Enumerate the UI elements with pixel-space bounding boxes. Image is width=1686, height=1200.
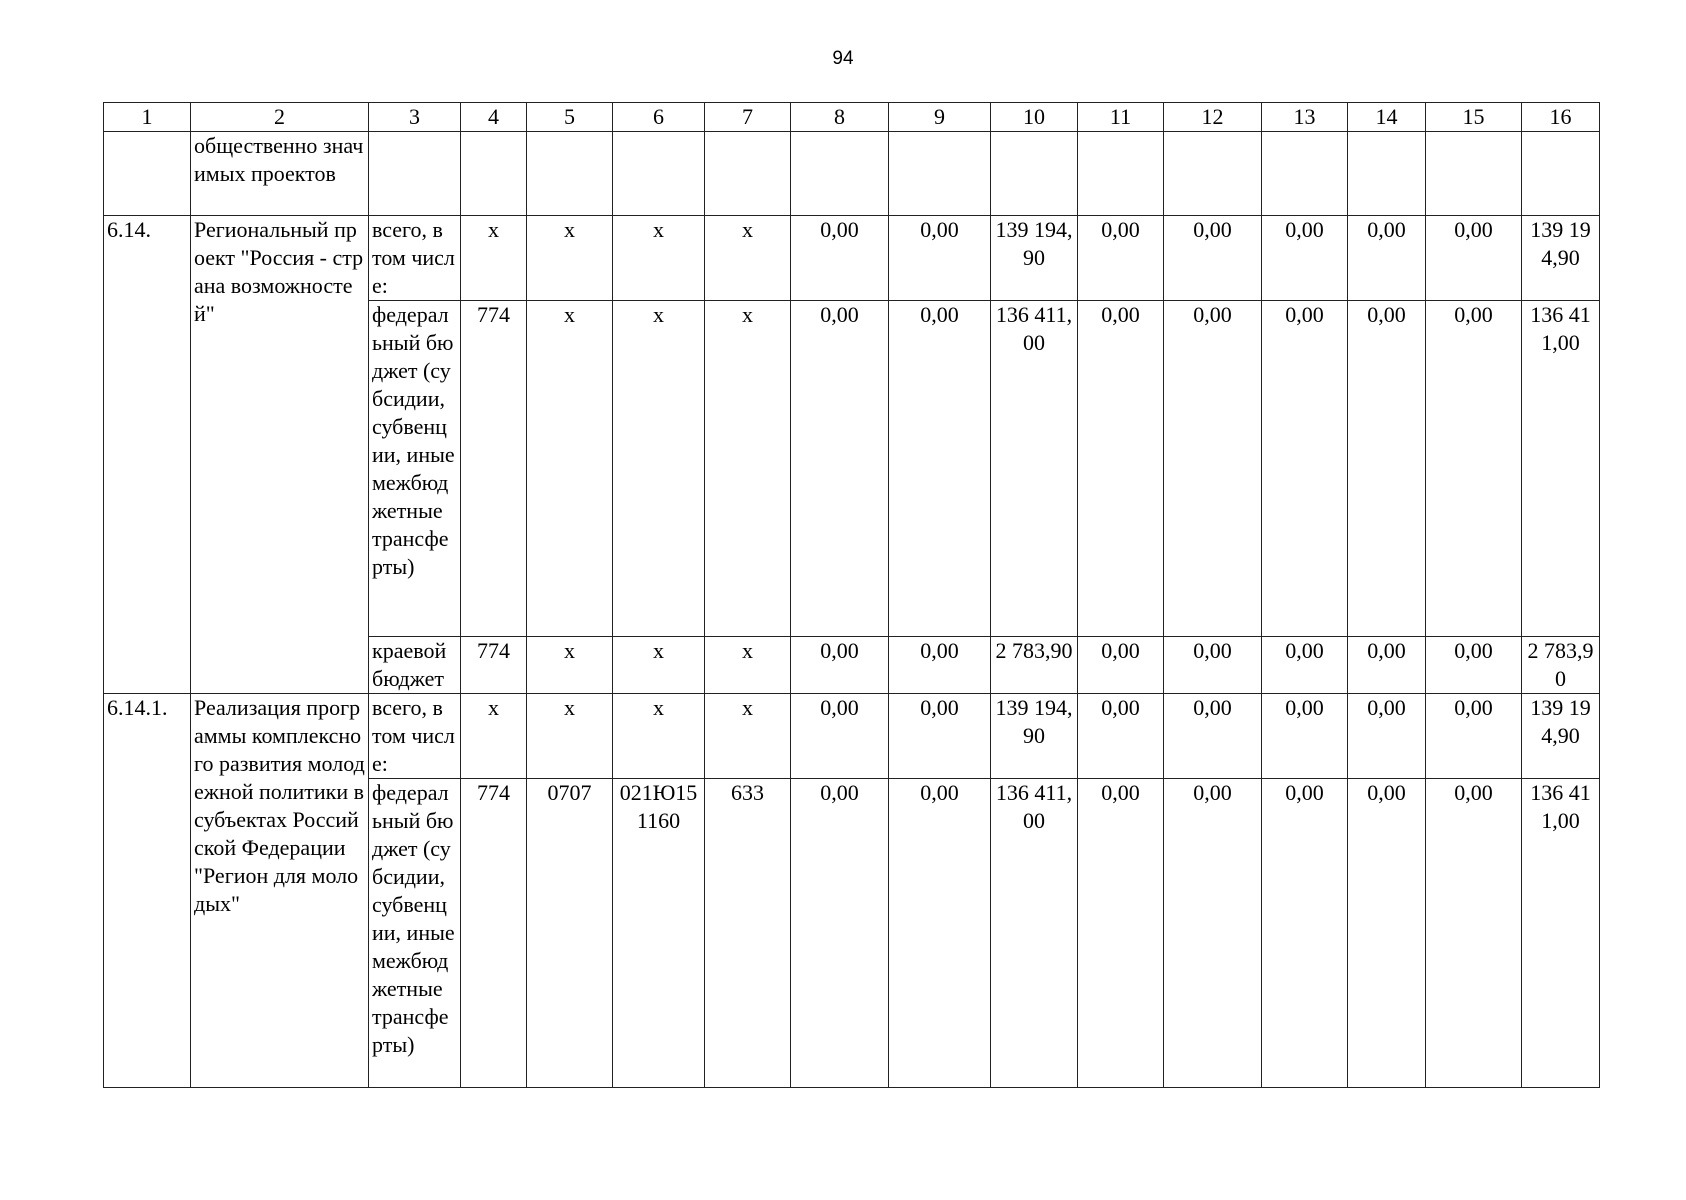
row-number-cell (104, 132, 191, 216)
column-number: 14 (1348, 103, 1426, 132)
funding-source: федеральный бюджет (субсидии, субвенции, иные межбюджетные трансферты) (369, 301, 461, 637)
col-12-value: 0,00 (1164, 301, 1262, 637)
col-14-value: 0,00 (1348, 216, 1426, 301)
empty-cell (705, 132, 791, 216)
col-15-value: 0,00 (1426, 301, 1522, 637)
col-14-value: 0,00 (1348, 637, 1426, 694)
col-10-value: 2 783,90 (991, 637, 1078, 694)
column-number: 10 (991, 103, 1078, 132)
col-12-value: 0,00 (1164, 216, 1262, 301)
col-14-value: 0,00 (1348, 301, 1426, 637)
col-5-value: х (527, 216, 613, 301)
empty-cell (1426, 132, 1522, 216)
col-9-value: 0,00 (889, 216, 991, 301)
funding-source: всего, в том числе: (369, 694, 461, 779)
col-12-value: 0,00 (1164, 779, 1262, 1088)
col-8-value: 0,00 (791, 216, 889, 301)
col-13-value: 0,00 (1262, 694, 1348, 779)
col-4-value: 774 (461, 301, 527, 637)
empty-cell (1348, 132, 1426, 216)
col-6-value: х (613, 637, 705, 694)
col-16-value: 139 194,90 (1522, 216, 1600, 301)
col-4-value: х (461, 216, 527, 301)
item-name: Реализация программы комплексного развития молодежной политики в субъектах Российской Федерации "Регион для молодых" (191, 694, 369, 1088)
col-6-value: х (613, 694, 705, 779)
col-16-value: 136 411,00 (1522, 301, 1600, 637)
col-11-value: 0,00 (1078, 779, 1164, 1088)
col-15-value: 0,00 (1426, 694, 1522, 779)
col-12-value: 0,00 (1164, 637, 1262, 694)
col-4-value: 774 (461, 637, 527, 694)
budget-table (103, 102, 1600, 1088)
col-9-value: 0,00 (889, 779, 991, 1088)
col-11-value: 0,00 (1078, 216, 1164, 301)
col-9-value: 0,00 (889, 637, 991, 694)
col-6-value: 021Ю151160 (613, 779, 705, 1088)
empty-cell (527, 132, 613, 216)
table-row (104, 216, 1600, 301)
page-number: 94 (832, 48, 854, 69)
empty-cell (991, 132, 1078, 216)
empty-cell (1262, 132, 1348, 216)
col-5-value: х (527, 637, 613, 694)
funding-source: краевой бюджет (369, 637, 461, 694)
column-number: 8 (791, 103, 889, 132)
col-7-value: х (705, 301, 791, 637)
col-15-value: 0,00 (1426, 779, 1522, 1088)
col-10-value: 139 194,90 (991, 216, 1078, 301)
col-14-value: 0,00 (1348, 779, 1426, 1088)
empty-cell (461, 132, 527, 216)
column-number: 13 (1262, 103, 1348, 132)
col-10-value: 136 411,00 (991, 301, 1078, 637)
col-13-value: 0,00 (1262, 301, 1348, 637)
funding-source: всего, в том числе: (369, 216, 461, 301)
column-number: 15 (1426, 103, 1522, 132)
column-number: 16 (1522, 103, 1600, 132)
col-9-value: 0,00 (889, 694, 991, 779)
empty-cell (1078, 132, 1164, 216)
item-name: Региональный проект "Россия - страна возможностей" (191, 216, 369, 694)
col-8-value: 0,00 (791, 637, 889, 694)
column-number-header-row (104, 103, 1600, 132)
col-5-value: х (527, 301, 613, 637)
column-number: 12 (1164, 103, 1262, 132)
empty-cell (613, 132, 705, 216)
col-14-value: 0,00 (1348, 694, 1426, 779)
empty-cell (889, 132, 991, 216)
col-6-value: х (613, 301, 705, 637)
col-11-value: 0,00 (1078, 694, 1164, 779)
col-13-value: 0,00 (1262, 216, 1348, 301)
column-number: 11 (1078, 103, 1164, 132)
col-11-value: 0,00 (1078, 637, 1164, 694)
col-15-value: 0,00 (1426, 216, 1522, 301)
column-number: 4 (461, 103, 527, 132)
col-16-value: 136 411,00 (1522, 779, 1600, 1088)
col-10-value: 139 194,90 (991, 694, 1078, 779)
empty-cell (791, 132, 889, 216)
col-8-value: 0,00 (791, 779, 889, 1088)
col-4-value: х (461, 694, 527, 779)
item-name: общественно значимых проектов (191, 132, 369, 216)
col-15-value: 0,00 (1426, 637, 1522, 694)
table-row (104, 694, 1600, 779)
col-13-value: 0,00 (1262, 779, 1348, 1088)
continuation-row (104, 132, 1600, 216)
col-5-value: 0707 (527, 779, 613, 1088)
col-8-value: 0,00 (791, 694, 889, 779)
col-11-value: 0,00 (1078, 301, 1164, 637)
column-number: 6 (613, 103, 705, 132)
column-number: 5 (527, 103, 613, 132)
empty-cell (1522, 132, 1600, 216)
col-10-value: 136 411,00 (991, 779, 1078, 1088)
col-7-value: 633 (705, 779, 791, 1088)
col-16-value: 2 783,90 (1522, 637, 1600, 694)
row-number: 6.14.1. (104, 694, 191, 1088)
col-5-value: х (527, 694, 613, 779)
col-4-value: 774 (461, 779, 527, 1088)
col-7-value: х (705, 637, 791, 694)
column-number: 1 (104, 103, 191, 132)
col-6-value: х (613, 216, 705, 301)
col-8-value: 0,00 (791, 301, 889, 637)
col-9-value: 0,00 (889, 301, 991, 637)
empty-cell (1164, 132, 1262, 216)
column-number: 3 (369, 103, 461, 132)
col-16-value: 139 194,90 (1522, 694, 1600, 779)
col-7-value: х (705, 694, 791, 779)
row-number: 6.14. (104, 216, 191, 694)
column-number: 2 (191, 103, 369, 132)
funding-source (369, 779, 461, 1088)
column-number: 7 (705, 103, 791, 132)
col-12-value: 0,00 (1164, 694, 1262, 779)
funding-source-text: федеральный бюджет (субсидии, субвенции, иные межбюджетные трансферты) (372, 780, 455, 1057)
column-number: 9 (889, 103, 991, 132)
empty-cell (369, 132, 461, 216)
col-13-value: 0,00 (1262, 637, 1348, 694)
col-7-value: х (705, 216, 791, 301)
